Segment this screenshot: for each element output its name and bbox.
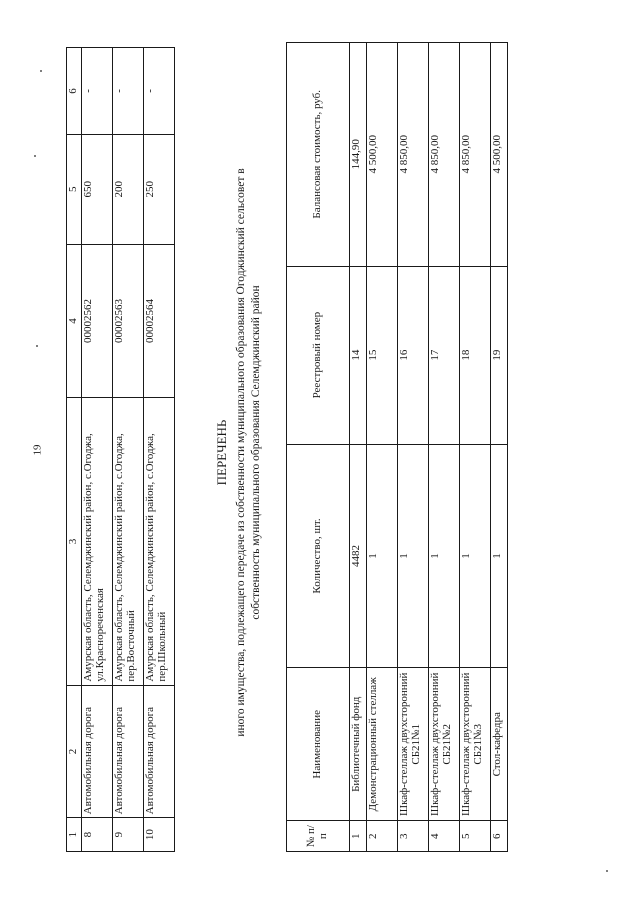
row-number: 9 [113, 818, 144, 852]
heading-line-2: собственность муниципального образования Селемджинский район [249, 285, 262, 620]
table-row [82, 48, 113, 852]
header-number: № п/п [287, 821, 350, 852]
item-cost: 4 500,00 [367, 43, 398, 267]
item-name: Стол-кафедра [491, 668, 508, 821]
row-number: 10 [144, 818, 175, 852]
header-cell: 2 [67, 685, 82, 818]
table-row [367, 43, 398, 852]
row-number: 1 [350, 821, 367, 852]
item-name: Шкаф-стеллаж двухсторонний СБ21№1 [398, 668, 429, 821]
table-row [350, 43, 367, 852]
registry-number: 18 [460, 266, 491, 444]
item-cost: - [144, 48, 175, 135]
item-quantity: 1 [398, 444, 429, 668]
registry-number: 00002562 [82, 244, 113, 397]
row-number: 6 [491, 821, 508, 852]
registry-number: 15 [367, 266, 398, 444]
row-number: 3 [398, 821, 429, 852]
item-cost: - [82, 48, 113, 135]
item-cost: 4 850,00 [398, 43, 429, 267]
table-row [491, 43, 508, 852]
property-list-table [286, 42, 508, 852]
table-row [429, 43, 460, 852]
registry-number: 16 [398, 266, 429, 444]
item-cost: 4 850,00 [460, 43, 491, 267]
item-name: Автомобильная дорога [144, 685, 175, 818]
item-cost: - [113, 48, 144, 135]
item-address: Амурская область, Селемджинский район, с.Огоджа, пер.Восточный [113, 398, 144, 685]
table-row [398, 43, 429, 852]
item-quantity: 650 [82, 134, 113, 244]
page-number: 19 [31, 444, 44, 456]
header-cell: 3 [67, 398, 82, 685]
scan-speck [36, 345, 38, 347]
row-number: 2 [367, 821, 398, 852]
item-name: Автомобильная дорога [82, 685, 113, 818]
table-header-row [67, 48, 82, 852]
registry-number: 00002563 [113, 244, 144, 397]
item-quantity: 1 [491, 444, 508, 668]
item-quantity: 1 [367, 444, 398, 668]
item-quantity: 250 [144, 134, 175, 244]
table-header-row [287, 43, 350, 852]
item-name: Демонстрационный стеллаж [367, 668, 398, 821]
item-address: Амурская область, Селемджинский район, с.Огоджа, ул.Краснореченская [82, 398, 113, 685]
header-cell: 5 [67, 134, 82, 244]
header-quantity: Количество, шт. [287, 444, 350, 668]
property-table-continuation [66, 47, 175, 852]
item-cost: 4 850,00 [429, 43, 460, 267]
table-row [113, 48, 144, 852]
registry-number: 19 [491, 266, 508, 444]
registry-number: 17 [429, 266, 460, 444]
heading-line-1: иного имущества, подлежащего передаче из собственности муниципального образования Огоджинский сельсовет в [235, 168, 248, 737]
header-cell: 1 [67, 818, 82, 852]
item-address: Амурская область, Селемджинский район, с.Огоджа, пер.Школьный [144, 398, 175, 685]
heading-title: ПЕРЕЧЕНЬ [214, 419, 229, 486]
item-name: Шкаф-стеллаж двухсторонний СБ21№3 [460, 668, 491, 821]
row-number: 8 [82, 818, 113, 852]
scan-speck [34, 155, 36, 157]
item-name: Автомобильная дорога [113, 685, 144, 818]
item-name: Библиотечный фонд [350, 668, 367, 821]
header-name: Наименование [287, 668, 350, 821]
header-cell: 6 [67, 48, 82, 135]
header-cell: 4 [67, 244, 82, 397]
scan-speck [606, 870, 608, 872]
item-cost: 144,90 [350, 43, 367, 267]
row-number: 5 [460, 821, 491, 852]
item-quantity: 1 [460, 444, 491, 668]
table-row [144, 48, 175, 852]
list-heading [214, 50, 263, 855]
registry-number: 14 [350, 266, 367, 444]
item-quantity: 4482 [350, 444, 367, 668]
registry-number: 00002564 [144, 244, 175, 397]
header-cost: Балансовая стоимость, руб. [287, 43, 350, 267]
header-registry: Реестровый номер [287, 266, 350, 444]
row-number: 4 [429, 821, 460, 852]
table-row [460, 43, 491, 852]
item-name: Шкаф-стеллаж двухсторонний СБ21№2 [429, 668, 460, 821]
scan-speck [40, 70, 42, 72]
item-quantity: 200 [113, 134, 144, 244]
item-cost: 4 500,00 [491, 43, 508, 267]
item-quantity: 1 [429, 444, 460, 668]
